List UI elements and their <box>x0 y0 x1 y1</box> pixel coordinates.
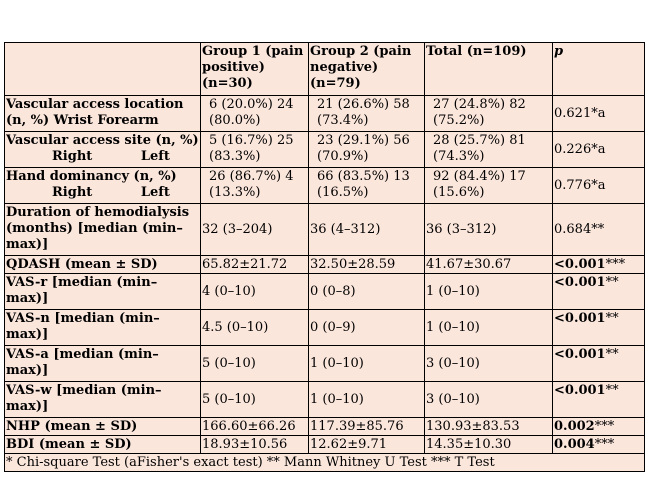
table-row <box>5 274 645 310</box>
cell-total: 41.67±30.67 <box>425 256 553 274</box>
p-value-suffix: 0.621*a <box>554 106 606 121</box>
cell-group2: 12.62±9.71 <box>309 436 425 454</box>
cell-p <box>553 382 645 418</box>
cell-p <box>553 418 645 436</box>
cell-p <box>553 96 645 132</box>
table-row <box>5 436 645 454</box>
p-value-main: <0.001 <box>554 275 606 290</box>
cell-group2: 1 (0–10) <box>309 382 425 418</box>
cell-p <box>553 274 645 310</box>
cell-p <box>553 204 645 256</box>
row-label: QDASH (mean ± SD) <box>5 256 201 274</box>
p-value-suffix: *** <box>605 257 626 272</box>
cell-group2: 66 (83.5%) 13 (16.5%) <box>309 168 425 204</box>
table-row <box>5 346 645 382</box>
header-p: p <box>553 43 645 96</box>
p-value-suffix: 0.226*a <box>554 142 606 157</box>
cell-p <box>553 346 645 382</box>
cell-group1: 4.5 (0–10) <box>201 310 309 346</box>
row-label: VAS-a [median (min–max)] <box>5 346 201 382</box>
cell-total: 3 (0–10) <box>425 346 553 382</box>
cell-group2: 1 (0–10) <box>309 346 425 382</box>
cell-total: 14.35±10.30 <box>425 436 553 454</box>
cell-group2: 117.39±85.76 <box>309 418 425 436</box>
cell-group1: 18.93±10.56 <box>201 436 309 454</box>
row-label: BDI (mean ± SD) <box>5 436 201 454</box>
footnote-row <box>5 454 645 472</box>
p-value-suffix: *** <box>594 419 615 434</box>
header-group2: Group 2 (pain negative) (n=79) <box>309 43 425 96</box>
table-row <box>5 168 645 204</box>
cell-p <box>553 310 645 346</box>
p-value-main: <0.001 <box>554 383 606 398</box>
p-value-suffix: ** <box>605 347 619 362</box>
row-label: Duration of hemodialysis (months) [median (min–max)] <box>5 204 201 256</box>
p-value-suffix: 0.684** <box>554 222 605 237</box>
p-value-main: <0.001 <box>554 311 606 326</box>
cell-group2: 32.50±28.59 <box>309 256 425 274</box>
row-label <box>5 132 201 168</box>
cell-p <box>553 132 645 168</box>
cell-p <box>553 168 645 204</box>
table-row <box>5 310 645 346</box>
p-value-main: <0.001 <box>554 347 606 362</box>
cell-total: 130.93±83.53 <box>425 418 553 436</box>
p-value-suffix: ** <box>605 275 619 290</box>
header-group1: Group 1 (pain positive) (n=30) <box>201 43 309 96</box>
table-row <box>5 132 645 168</box>
cell-total: 92 (84.4%) 17 (15.6%) <box>425 168 553 204</box>
row-label-main: Hand dominancy (n, %) <box>6 169 177 184</box>
header-empty-cell <box>5 43 201 96</box>
cell-group2: 0 (0–9) <box>309 310 425 346</box>
table-row <box>5 96 645 132</box>
row-label-sub: Right Left <box>52 185 170 200</box>
row-label: Vascular access location (n, %) Wrist Forearm <box>5 96 201 132</box>
cell-total: 1 (0–10) <box>425 310 553 346</box>
row-label: VAS-r [median (min–max)] <box>5 274 201 310</box>
cell-group1: 6 (20.0%) 24 (80.0%) <box>201 96 309 132</box>
p-value-suffix: *** <box>594 437 615 452</box>
cell-total: 28 (25.7%) 81 (74.3%) <box>425 132 553 168</box>
p-value-main: <0.001 <box>554 257 606 272</box>
p-value-suffix: ** <box>605 383 619 398</box>
cell-group1: 32 (3–204) <box>201 204 309 256</box>
header-total: Total (n=109) <box>425 43 553 96</box>
cell-group2: 21 (26.6%) 58 (73.4%) <box>309 96 425 132</box>
cell-group1: 26 (86.7%) 4 (13.3%) <box>201 168 309 204</box>
p-value-main: 0.002 <box>554 419 595 434</box>
cell-group2: 36 (4–312) <box>309 204 425 256</box>
table-row <box>5 418 645 436</box>
cell-group1: 5 (16.7%) 25 (83.3%) <box>201 132 309 168</box>
cell-group1: 5 (0–10) <box>201 382 309 418</box>
cell-group2: 0 (0–8) <box>309 274 425 310</box>
p-value-suffix: ** <box>605 311 619 326</box>
cell-total: 1 (0–10) <box>425 274 553 310</box>
table-row <box>5 256 645 274</box>
table-row <box>5 382 645 418</box>
results-table <box>4 42 645 472</box>
cell-group1: 5 (0–10) <box>201 346 309 382</box>
footnote: * Chi-square Test (aFisher's exact test) ** Mann Whitney U Test *** T Test <box>5 454 645 472</box>
row-label <box>5 168 201 204</box>
row-label-main: Vascular access site (n, %) <box>6 133 199 148</box>
cell-total: 27 (24.8%) 82 (75.2%) <box>425 96 553 132</box>
cell-total: 3 (0–10) <box>425 382 553 418</box>
row-label: VAS-w [median (min–max)] <box>5 382 201 418</box>
row-label: VAS-n [median (min–max)] <box>5 310 201 346</box>
cell-total: 36 (3–312) <box>425 204 553 256</box>
cell-group1: 166.60±66.26 <box>201 418 309 436</box>
cell-p <box>553 256 645 274</box>
row-label: NHP (mean ± SD) <box>5 418 201 436</box>
cell-group1: 4 (0–10) <box>201 274 309 310</box>
p-value-suffix: 0.776*a <box>554 178 606 193</box>
row-label-sub: Right Left <box>52 149 170 164</box>
cell-p <box>553 436 645 454</box>
cell-group2: 23 (29.1%) 56 (70.9%) <box>309 132 425 168</box>
header-row <box>5 43 645 96</box>
cell-group1: 65.82±21.72 <box>201 256 309 274</box>
table-row <box>5 204 645 256</box>
p-value-main: 0.004 <box>554 437 595 452</box>
